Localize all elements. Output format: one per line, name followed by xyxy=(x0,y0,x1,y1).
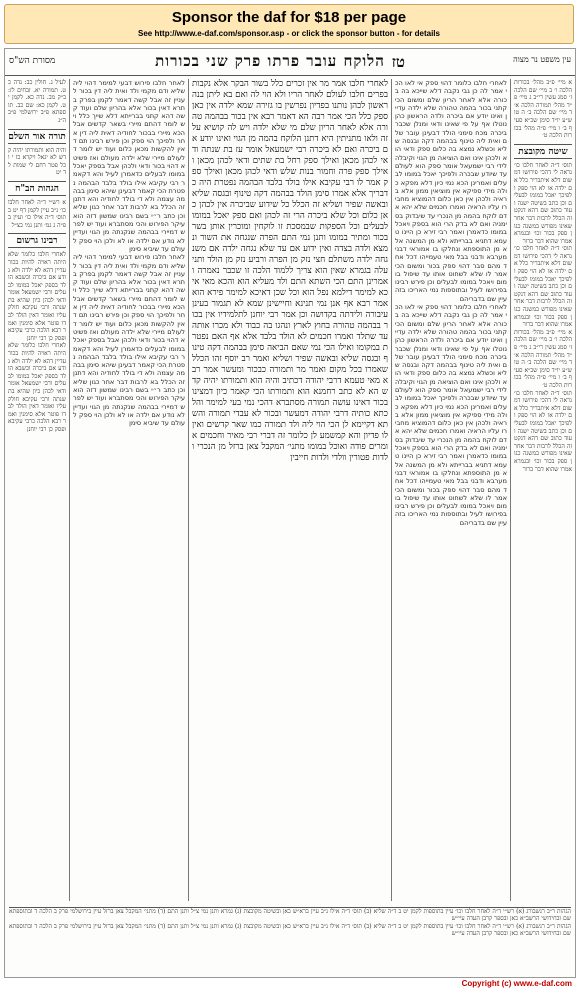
rabeinu-gershom-text-repeat: לאחרי חלבו כלומר שלא היתה ראויה להיות בכור עדיין דהא לא ילדה ולא נודע אם ביכרה וכשבא הולד בספק יאכל במומו לבעלים ורבי ישמעאל אומר ודאי לכהן כיון שהיא בת שנתה ורבי עקיבא חולק עליו ואומר דאין הולד לבדו פוטר אלא סימנין ואמר רבא הלכה כרבי עקיבא ופסק כן רבי יוחנן xyxy=(8,342,66,433)
ein-mishpat-text: א מיי׳ פ״ב מהל׳ בכורות הלכה ו׳ ב מיי׳ שם הלכה ז׳ סמג עשין רי״ב ג מיי׳ פ״ד מהל׳ תמורה הלכה א׳ ד מיי׳ שם הלכה ב׳ ה טוש״ע יו״ד סימן שכ״א סעיף ב׳ ו מיי׳ פ״ה מהל׳ בכורות הלכה ט׳ xyxy=(514,79,572,140)
daf-number: טז xyxy=(391,53,405,71)
gemara-column xyxy=(192,79,388,899)
tosafot-text-continued: לאחר חלבו פירוש דבעי למימר דהוי ליה שליא ודם מקמי ולד ואית ליה דין בכור לעניין זה אבל קשה דאמר לקמן בפרק בתרא דאין בכור אלא בהריון שלם ועוד קשה דהא קתני בברייתא דלא שייך כלל ויש לומר דהתם מיירי בשאר קדשים אבל הכא מיירי בבכור לחודיה דאית ליה דין אחר ולפיכך הוי ספק וכן פירש רבינו תם דאין להקשות מכאן כלום ועוד יש לומר דלעולם מיירי שלא ילדה מעולם ואז פשיטא דהוי בכור ודאי ולכהן אבל בספק יאכל במומו לבעלים כדאמרן לעיל והא דקאמר רבי עקיבא אילו בולד בלבד הבהמה נפטרת הכי קאמר דבעינן שיהא סימן בבהמה עצמה ולא די בולד לחודיה והא דתנן זה הכלל בא לרבות דבר אחר כגון שליא וכן כתב ר״י בשם רבינו שמשון דזה הוא עיקר הפירוש והכי מסתברא ועוד יש לפרש דמיירי בבהמה שנקנתה מן הגוי ועדיין לא נודע אם ילדה או לא ולכן הוי ספק לעולם עד שיביא סימן xyxy=(73,253,185,428)
copyright-notice[interactable]: Copyright (c) www.e-daf.com xyxy=(461,979,572,988)
running-header xyxy=(5,49,575,75)
rabeinu-gershom-text: לאחרי חלבו כלומר שלא היתה ראויה להיות בכור עדיין דהא לא ילדה ולא נודע אם ביכרה וכשבא הולד בספק יאכל במומו לבעלים ורבי ישמעאל אומר ודאי לכהן כיון שהיא בת שנתה ורבי עקיבא חולק עליו ואומר דאין הולד לבדו פוטר אלא סימנין ואמר רבא הלכה כרבי עקיבא ופסק כן רבי יוחנן xyxy=(8,251,66,342)
footnotes-area xyxy=(9,907,571,974)
divider-gemara xyxy=(188,79,189,901)
torah-or-text: והיה הוא ותמורתו יהיה קדש לא יגאל ויקרא כז י וכל פטר רחם לי שמות לד יט xyxy=(8,146,66,177)
rashi-text: לאחרי חלבו כלומר דהוי ספק אי לאו הכי אמר לה כן גבי נקבה דלא שייכא בה בכורה אלא לאחר הריון שלם ומשום הכי קתני בכור בהמה טהורה שלא ילדה עדיין ואינו יודע אם ביכרה ולדה הראשון כהן נוטלו אף על פי שאינו ודאי ומנלן שכבר ביכרה מכח סימני הולד דבעינן עובר שלם ואית ליה טינוף בבהמה דקה ובגסה שליא וכשלא נמצא בה כלום ספק ודאי הוא ולכהן אינו ואם הוציאה מן הגוי וקיבלה לידי רבי ישמעאל אומר ספק הוא לעולם עד שיודע שבכרה ולפיכך יאכל במומו לבעלים ואמרינן הכא נמי כיון דלא מפקא כולה מידי ספיקא אין מוציאין ממון אלא בראיה ולכהן אין כאן כלום דהמוציא מחבירו עליו הראיה ואמרו חכמים שלא יהא אדם לוקח בהמה מן הנכרי עד שיבדוק בסימניה ואם לא בדק הרי הוא בספק ויאכל במומו כדאמרן ואמר רבי זירא כן היינו טעמא דתניא בברייתא ולא מן המשנה אלא מן התוספתא ונחלקו בו אמוראי דבני מערבא ודבני בבל מאי טעמייהו דכל אחד מהם סבר דהוי ספק בכור ומשום הכי אמר לו שלא לשחוט אותו עד שיפול בו מום ויאכל במומו לבעלים וכן פירש רבינו בפירושו לעיל ובתוספות נמי האריכו בזה עיין שם בדבריהם xyxy=(395,79,507,303)
sponsor-banner[interactable] xyxy=(4,4,574,44)
mesoret-column xyxy=(8,79,66,899)
mesoret-text: לעיל ג. חולין כב: נדה כט. תמורה יא. זבחים לז: ב״ק מב. נדה כא. לקמן יט. לקמן כא: שם כב. תוספתא פ״ב ירושלמי פ״ב ה״ג xyxy=(8,79,66,124)
sponsor-subtitle[interactable]: See http://www.e-daf.com/sponsor.asp - or click the sponsor button - for details xyxy=(138,29,440,38)
tractate-label: מסורת הש"ס xyxy=(9,56,56,66)
divider-left xyxy=(69,79,70,901)
torah-or-heading: תורה אור השלם xyxy=(8,129,66,144)
gilyon-text: א רש״י ד״ה לאחר חלבו כו׳ נ״ב עיין לקמן דף יט ב תוס׳ ד״ה אילו כו׳ ועיין בפ״ה ג גמ׳ ותנן נמי כצ״ל xyxy=(8,198,66,229)
gilyon-heading: הגהות הב"ח xyxy=(8,181,66,196)
ein-mishpat-text-repeat: א מיי׳ פ״ב מהל׳ בכורות הלכה ו׳ ב מיי׳ שם הלכה ז׳ סמג עשין רי״ב ג מיי׳ פ״ד מהל׳ תמורה הלכה א׳ ד מיי׳ שם הלכה ב׳ ה טוש״ע יו״ד סימן שכ״א סעיף ב׳ ו מיי׳ פ״ה מהל׳ בכורות הלכה ט׳ xyxy=(514,328,572,389)
rashi-column xyxy=(395,79,507,899)
chapter-title: הלוקח עובר פרתו פרק שני בכורות xyxy=(155,52,385,70)
tosafot-column xyxy=(73,79,185,899)
talmud-page xyxy=(4,48,576,978)
shita-text-repeat-2: תוס׳ ד״ה לאחר חלבו כו׳ נראה לי דהכי פירושו דמשום דלא איתבריר כלל אם ילדה או לא הוי ספק ולפיכך יאכל במומו לבעלים וכן כתב בשיטה ישנה ועוד כתוב שם דהא דנקט זה הכלל לרבות דבר אחר שאינו מפורש במשנה כגון ספק בכור וכו׳ ובגמרא אמרו שהוא דבר ברור xyxy=(514,389,572,473)
divider-rashi xyxy=(391,79,392,901)
rashi-text-continued: לאחרי חלבו כלומר דהוי ספק אי לאו הכי אמר לה כן גבי נקבה דלא שייכא בה בכורה אלא לאחר הריון שלם ומשום הכי קתני בכור בהמה טהורה שלא ילדה עדיין ואינו יודע אם ביכרה ולדה הראשון כהן נוטלו אף על פי שאינו ודאי ומנלן שכבר ביכרה מכח סימני הולד דבעינן עובר שלם ואית ליה טינוף בבהמה דקה ובגסה שליא וכשלא נמצא בה כלום ספק ודאי הוא ולכהן אינו ואם הוציאה מן הגוי וקיבלה לידי רבי ישמעאל אומר ספק הוא לעולם עד שיודע שבכרה ולפיכך יאכל במומו לבעלים ואמרינן הכא נמי כיון דלא מפקא כולה מידי ספיקא אין מוציאין ממון אלא בראיה ולכהן אין כאן כלום דהמוציא מחבירו עליו הראיה ואמרו חכמים שלא יהא אדם לוקח בהמה מן הנכרי עד שיבדוק בסימניה ואם לא בדק הרי הוא בספק ויאכל במומו כדאמרן ואמר רבי זירא כן היינו טעמא דתניא בברייתא ולא מן המשנה אלא מן התוספתא ונחלקו בו אמוראי דבני מערבא ודבני בבל מאי טעמייהו דכל אחד מהם סבר דהוי ספק בכור ומשום הכי אמר לו שלא לשחוט אותו עד שיפול בו מום ויאכל במומו לבעלים וכן פירש רבינו בפירושו לעיל ובתוספות נמי האריכו בזה עיין שם בדבריהם xyxy=(395,303,507,527)
footnotes-text-repeat: הגהות ר״ב רנשבורג (א) רש״י ד״ה לאחר חלבו וכו׳ עיין בתוספות לקמן יט ב ד״ה שליא (ב) תוס׳ ד״ה אילו נ״ב עיין ברא״ש כאן ובשיטה מקובצת (ג) גמרא ותנן נמי צ״ל ותנן התם (ד) מתני׳ המקבל צאן ברזל עיין בירושלמי פרק ב הלכה ד ובתוספתא שם ובחידושי הרשב״א כאן ובספר קרבן העדה עיי״ש xyxy=(9,922,571,938)
header-divider xyxy=(5,75,575,76)
sponsor-title[interactable]: Sponsor the daf for $18 per page xyxy=(171,9,407,26)
rabeinu-gershom-heading: רבינו גרשום xyxy=(8,233,66,248)
ein-mishpat-column xyxy=(514,79,572,899)
ein-mishpat-label: עין משפט נר מצוה xyxy=(513,55,571,64)
footnotes-text: הגהות ר״ב רנשבורג (א) רש״י ד״ה לאחר חלבו וכו׳ עיין בתוספות לקמן יט ב ד״ה שליא (ב) תוס׳ ד״ה אילו נ״ב עיין ברא״ש כאן ובשיטה מקובצת (ג) גמרא ותנן נמי צ״ל ותנן התם (ד) מתני׳ המקבל צאן ברזל עיין בירושלמי פרק ב הלכה ד ובתוספתא שם ובחידושי הרשב״א כאן ובספר קרבן העדה עיי״ש xyxy=(9,908,571,923)
gemara-text: לאחרי חלבו אמר מר אין זכרים כלל בשור הבקר אלא נקבות בפרים חלבו לעולם לאחר הריו ולא הוי לה ואם בא ליתן בנה ראשון לכהן נותנו בפדיון נפרשין בו גזירה שמא ילדה אין כאן ספק כלל הכי אמר רבה הא דאמר רבא אין בכור בבהמה טהורה אלא לאחר הריון שלם מי שלא ילדה ויש לה קושיא על זה ולאו מתניתין היא דתנן הלוקח בהמה מן הגוי ואינו יודע אם ביכרה ואם לא ביכרה רבי ישמעאל אומר עז בת שנתה ודאי לכהן מכאן ואילך ספק רחל בת שתים ודאי לכהן מכאן ואילך ספק פרה וחמור בנות שלש ודאי לכהן מכאן ואילך ספק אמר לו רבי עקיבא אילו בולד בלבד הבהמה נפטרת היה כדבריך אלא אמרו סימן הולד בבהמה דקה טינוף ובגסה שליא ובאשה שפיר ושליא זה הכלל כל שידוע שביכרה אין לכהן כאן כלום וכל שלא ביכרה הרי זה לכהן ואם ספק יאכל במומו לבעלים וכל הספקות שבמסכת זו לוקחין ומוכרין אותן בשר בכור ומתיר במומו ותנן נמי התם הפרה שנגחה את השור ונמצא ולדה בצדה ואין ידוע אם עד שלא נגחה ילדה אם משנגחה ילדה משתלם חצי נזק מן הפרה ורביע נזק מן הולד ותני עלה בגמרא שאין הוא צריך ללמוד הלכה זו שכבר נאמרה ואמרינן התם הכי השתא התם ולד מעליא הוא והכא מאי איכא למימר דילמא נפל הוא וכל שכן דאיכא למימר פירא הוא אמר רבא אף אנן נמי תנינא וחיישינן שמא לא תגמור בעינן עיבורה ולידתה בקדושה וכן אמר רבי יוחנן לתלמידיו אין בכור בבהמה טהורה בחוץ לארץ ונהגו בה כבוד ולא מכרו אותה עד שתלד ואמרו חכמים לא הולד בלבד אלא אף האם נפטרת במקומו ואילו הכי נמי שאם הביאה סימן בבהמה דקה טינוף ובגסה שליא ובאשה שפיר ושליא ואמר רב יוסף זהו הכלל שאמרו בכל מקום ואמר מר ותמורה כבכור ומעשר אמר רבא מאי טעמא דרבי יהודה דכתיב והיה הוא ותמורתו יהיה קדש הא לא כתב רחמנא הוא ותמורתו הכי קאמר כיון דמצינו בכור דאינו עושה תמורה מסתברא דהכי נמי בעי למימר והלכתא כותיה דרבי יהודה דמעשר ובכור לא עבדי תמורה והשתא דקיימא לן הכי הוי ליה ולד תמורה כמו שאר קדשים ואין לו פדיון והא קמשמע לן כלומר זה דברי רבי מאיר וחכמים אומרים פודה ואוכל במומו מתני׳ המקבל צאן ברזל מן הנכרי ולדות פטורין וולדי ולדות חייבין xyxy=(192,79,388,463)
tosafot-text: לאחר חלבו פירוש דבעי למימר דהוי ליה שליא ודם מקמי ולד ואית ליה דין בכור לעניין זה אבל קשה דאמר לקמן בפרק בתרא דאין בכור אלא בהריון שלם ועוד קשה דהא קתני בברייתא דלא שייך כלל ויש לומר דהתם מיירי בשאר קדשים אבל הכא מיירי בבכור לחודיה דאית ליה דין אחר ולפיכך הוי ספק וכן פירש רבינו תם דאין להקשות מכאן כלום ועוד יש לומר דלעולם מיירי שלא ילדה מעולם ואז פשיטא דהוי בכור ודאי ולכהן אבל בספק יאכל במומו לבעלים כדאמרן לעיל והא דקאמר רבי עקיבא אילו בולד בלבד הבהמה נפטרת הכי קאמר דבעינן שיהא סימן בבהמה עצמה ולא די בולד לחודיה והא דתנן זה הכלל בא לרבות דבר אחר כגון שליא וכן כתב ר״י בשם רבינו שמשון דזה הוא עיקר הפירוש והכי מסתברא ועוד יש לפרש דמיירי בבהמה שנקנתה מן הגוי ועדיין לא נודע אם ילדה או לא ולכן הוי ספק לעולם עד שיביא סימן xyxy=(73,79,185,253)
divider-right xyxy=(510,79,511,901)
shita-text: תוס׳ ד״ה לאחר חלבו כו׳ נראה לי דהכי פירושו דמשום דלא איתבריר כלל אם ילדה או לא הוי ספק ולפיכך יאכל במומו לבעלים וכן כתב בשיטה ישנה ועוד כתוב שם דהא דנקט זה הכלל לרבות דבר אחר שאינו מפורש במשנה כגון ספק בכור וכו׳ ובגמרא אמרו שהוא דבר ברור xyxy=(514,161,572,245)
shita-heading: שיטה מקובצת xyxy=(514,144,572,159)
shita-text-repeat: תוס׳ ד״ה לאחר חלבו כו׳ נראה לי דהכי פירושו דמשום דלא איתבריר כלל אם ילדה או לא הוי ספק ולפיכך יאכל במומו לבעלים וכן כתב בשיטה ישנה ועוד כתוב שם דהא דנקט זה הכלל לרבות דבר אחר שאינו מפורש במשנה כגון ספק בכור וכו׳ ובגמרא אמרו שהוא דבר ברור xyxy=(514,245,572,329)
